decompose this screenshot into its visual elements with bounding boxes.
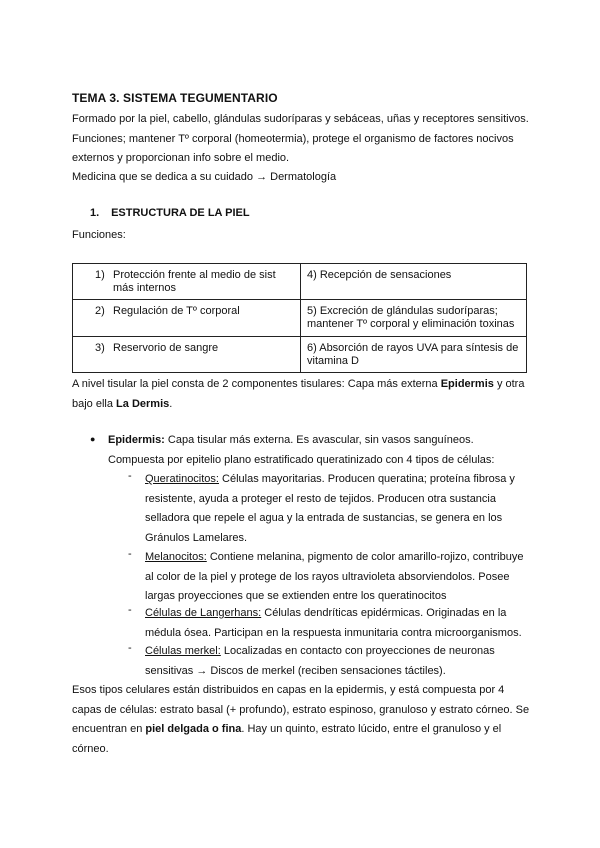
text-run: Capa tisular más externa. Es avascular, sin vasos sanguíneos. Compuesta por epitelio plano estratificado queratinizado con 4 tipos de células:	[108, 434, 495, 466]
text-run: y otra bajo ella	[72, 378, 525, 410]
table-cell	[73, 337, 301, 373]
table-row	[73, 300, 527, 337]
dash-marker: -	[128, 604, 132, 616]
text-run: . Hay un quinto, estrato lúcido, entre el granuloso y el córneo.	[72, 723, 502, 755]
table-cell: 4) Recepción de sensaciones	[301, 264, 527, 300]
table-cell	[73, 264, 301, 300]
section-title: ESTRUCTURA DE LA PIEL	[111, 207, 250, 219]
underlined-term: Células de Langerhans:	[145, 607, 262, 619]
list-item	[145, 470, 530, 548]
text-run: .	[169, 397, 173, 410]
underlined-term: Queratinocitos:	[145, 473, 219, 485]
table-cell: 5) Excreción de glándulas sudoríparas; mantener Tº corporal y eliminación toxinas	[301, 300, 527, 337]
text-run: Células mayoritarias. Producen queratina; proteína fibrosa y resistente, ayuda a proteger el resto de tejidos. Producen otra sustancia selladora que repele el agua y la entrada de sustancias, se genera en los Gránulos Lamelares.	[145, 473, 515, 544]
text-run: A nivel tisular la piel consta de 2 componentes tisulares: Capa más externa	[72, 378, 441, 390]
cell-text: Reservorio de sangre	[113, 342, 219, 354]
text-run: Localizadas en contacto con proyecciones de neuronas sensitivas → Discos de merkel (reciben sensaciones táctiles).	[145, 645, 495, 677]
list-item	[145, 642, 530, 681]
table-row	[73, 337, 527, 373]
text-run: Esos tipos celulares están distribuidos en capas en la epidermis, y está compuesta por 4 capas de células: estrato basal (+ profundo), estrato espinoso, granuloso y estrato córneo. Se encuentran en	[72, 684, 530, 736]
functions-label: Funciones:	[72, 229, 126, 241]
bold-term: Epidermis:	[108, 434, 165, 446]
table-cell	[73, 300, 301, 337]
epidermis-paragraph	[108, 431, 528, 470]
dash-marker: -	[128, 642, 132, 654]
tissue-paragraph	[72, 375, 532, 414]
text-run: Contiene melanina, pigmento de color amarillo-rojizo, contribuye al color de la piel y protege de los rayos ultravioleta absorviendolos. Posee largas proyecciones que se extienden entre los queratinocitos	[145, 551, 524, 603]
bold-term: Epidermis	[440, 378, 494, 390]
bold-term: piel delgada o fina	[145, 723, 242, 736]
list-item	[145, 604, 530, 643]
intro-paragraph: Formado por la piel, cabello, glándulas sudoríparas y sebáceas, uñas y receptores sensitivos. Funciones; mantener Tº corporal (homeotermia), protege el organismo de factores nocivos externos y proporcionan info sobre el medio.	[72, 113, 529, 165]
underlined-term: Melanocitos:	[145, 551, 207, 563]
item-number: 3)	[95, 342, 105, 354]
item-number: 1)	[95, 269, 105, 281]
item-number: 2)	[95, 305, 105, 317]
underlined-term: Células merkel:	[145, 645, 221, 657]
cell-text: Protección frente al medio de sist más internos	[113, 269, 276, 294]
table-cell: 6) Absorción de rayos UVA para síntesis de vitamina D	[301, 337, 527, 373]
text-run: Células dendríticas epidérmicas. Originadas en la médula ósea. Participan en la respuesta inmunitaria contra microorganismos.	[145, 607, 522, 639]
page-title: TEMA 3. SISTEMA TEGUMENTARIO	[72, 91, 278, 105]
section-heading	[90, 207, 250, 219]
section-number: 1.	[90, 207, 100, 219]
functions-table	[72, 263, 527, 373]
bullet-icon: ●	[90, 434, 96, 444]
cell-text: Regulación de Tº corporal	[113, 305, 240, 317]
list-item	[145, 548, 530, 607]
layers-paragraph	[72, 681, 532, 759]
medicine-line: Medicina que se dedica a su cuidado → Dermatología	[72, 171, 337, 183]
table-row	[73, 264, 527, 300]
bold-term: La Dermis	[116, 397, 170, 410]
dash-marker: -	[128, 470, 132, 482]
dash-marker: -	[128, 548, 132, 560]
